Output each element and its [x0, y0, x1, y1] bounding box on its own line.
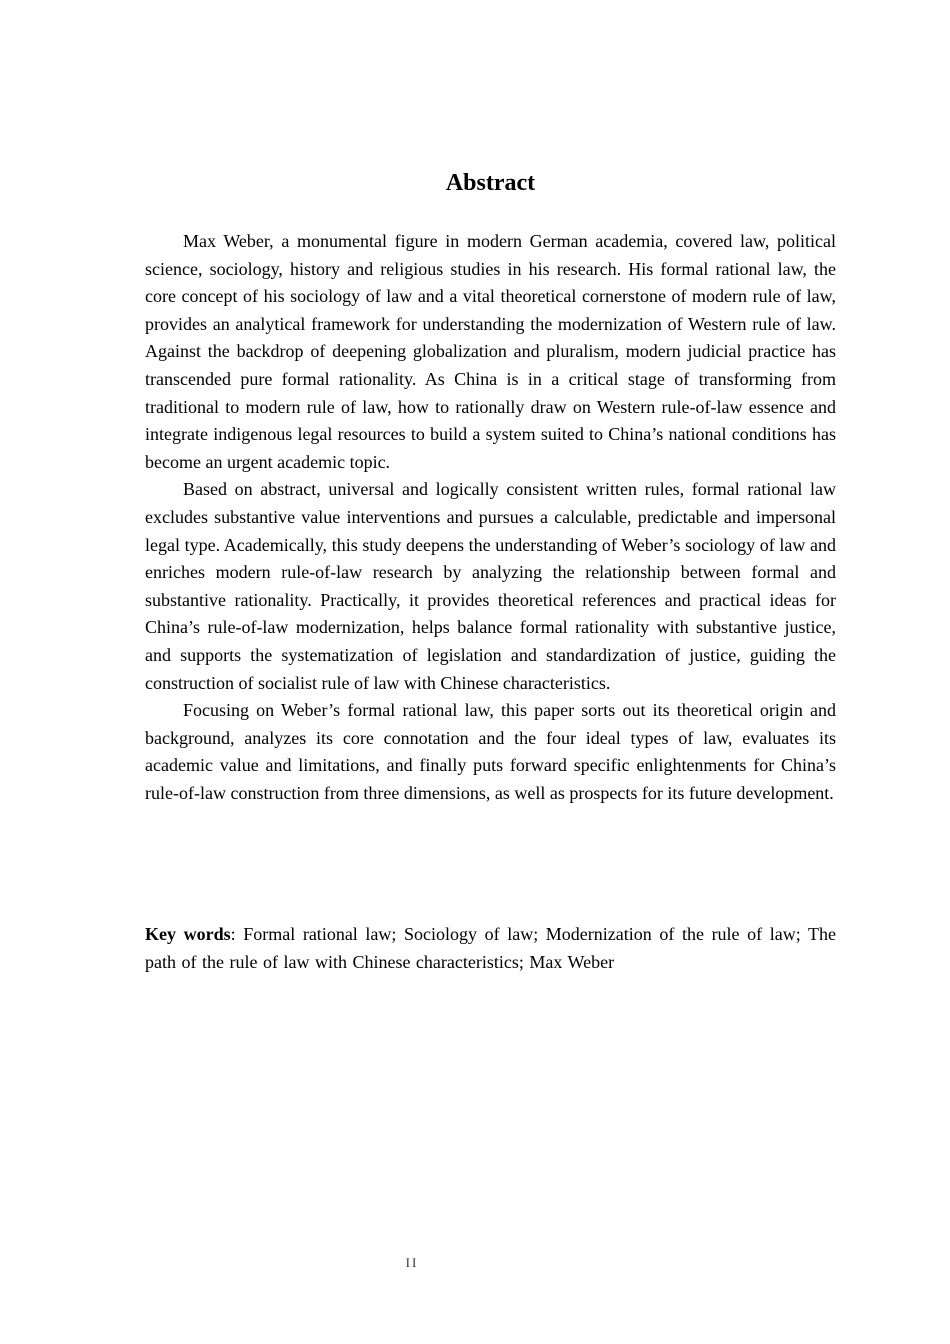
abstract-title: Abstract [445, 170, 536, 196]
abstract-body [145, 228, 836, 807]
keywords-line [145, 921, 836, 976]
keywords-text: Formal rational law; Sociology of law; Modernization of the rule of law; The path of the rule of law with Chinese characteristics; Max Weber [145, 924, 837, 972]
abstract-paragraph-3: Focusing on Weber’s formal rational law, this paper sorts out its theoretical origin and background, analyzes its core connotation and the four ideal types of law, evaluates its academic value and limitations, and finally puts forward specific enlightenments for China’s rule-of-law construction from three dimensions, as well as prospects for its future development. [145, 700, 836, 803]
keywords-label: Key words [145, 924, 231, 944]
keywords-separator: : [230, 924, 236, 944]
page-number: II [405, 1255, 419, 1270]
abstract-paragraph-1: Max Weber, a monumental figure in modern German academia, covered law, political science, sociology, history and religious studies in his research. His formal rational law, the core concept of his sociology of law and a vital theoretical cornerstone of modern rule of law, provides an analytical framework for understanding the modernization of Western rule of law. Against the backdrop of deepening globalization and pluralism, modern judicial practice has transcended pure formal rationality. As China is in a critical stage of transforming from traditional to modern rule of law, how to rationally draw on Western rule-of-law essence and integrate indigenous legal resources to build a system suited to China’s national conditions has become an urgent academic topic. [145, 231, 836, 472]
abstract-paragraph-2: Based on abstract, universal and logically consistent written rules, formal rational law excludes substantive value interventions and pursues a calculable, predictable and impersonal legal type. Academically, this study deepens the understanding of Weber’s sociology of law and enriches modern rule-of-law research by analyzing the relationship between formal and substantive rationality. Practically, it provides theoretical references and practical ideas for China’s rule-of-law modernization, helps balance formal rationality with substantive justice, and supports the systematization of legislation and standardization of justice, guiding the construction of socialist rule of law with Chinese characteristics. [145, 479, 836, 693]
